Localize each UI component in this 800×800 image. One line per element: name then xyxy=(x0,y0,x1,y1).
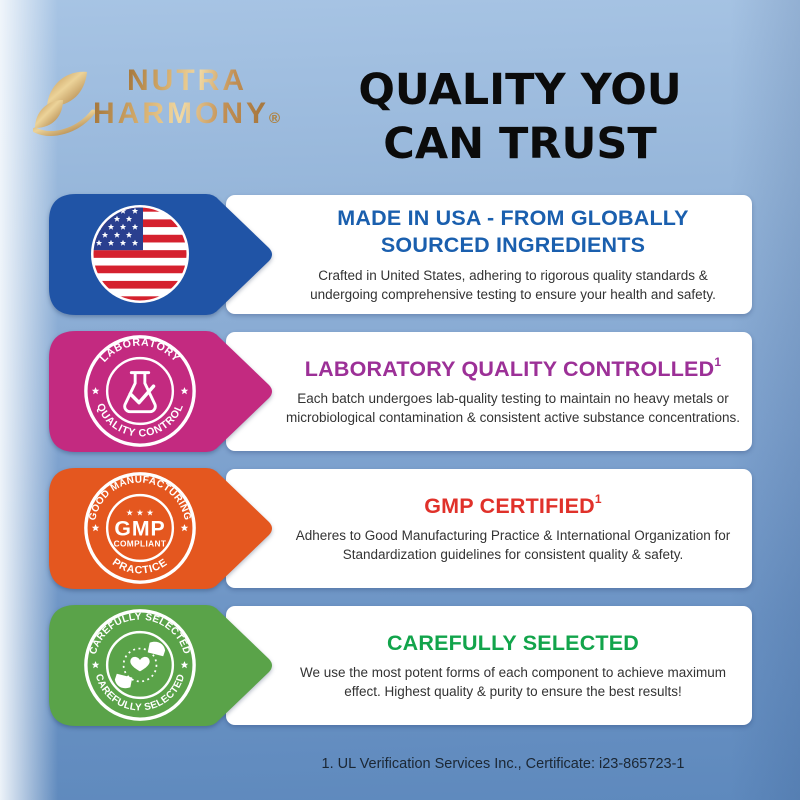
row-gmp-certified xyxy=(0,467,800,590)
row-laboratory-quality xyxy=(0,330,800,453)
star-icon xyxy=(92,661,99,668)
gmp-seal-icon xyxy=(82,470,198,586)
card-heading: CAREFULLY SELECTED xyxy=(386,630,640,655)
brand-name xyxy=(93,64,283,135)
stamp-bottom-text: QUALITY CONTROL xyxy=(93,401,187,440)
certificate-footnote: 1. UL Verification Services Inc., Certificate: i23-865723-1 xyxy=(321,756,685,772)
hands-heart-icon xyxy=(115,642,165,688)
card-heading: GMP CERTIFIED$^1$ xyxy=(424,492,602,518)
svg-text:LABORATORY xyxy=(98,336,182,364)
star-icon xyxy=(92,387,99,394)
svg-text:PRACTICE xyxy=(110,556,170,576)
info-card xyxy=(226,469,752,588)
row-carefully-selected xyxy=(0,604,800,727)
info-card xyxy=(226,332,752,451)
stamp-top-text: GOOD MANUFACTURING xyxy=(87,474,193,522)
brand-line-2: HARMONY® xyxy=(93,97,283,135)
stamp-bottom-text: PRACTICE xyxy=(110,556,170,577)
quality-rows xyxy=(0,193,800,741)
stamp-stars-row: ★ ★ ★ xyxy=(125,507,155,518)
card-heading: LABORATORY QUALITY CONTROLLED$^1$ xyxy=(304,355,722,381)
registered-mark: ® xyxy=(269,110,284,127)
card-body: Crafted in United States, adhering to rigorous quality standards & undergoing comprehensive testing to ensure your health and safety. xyxy=(310,267,716,302)
brand-line-1: NUTRA xyxy=(127,64,283,97)
footnote-superscript: 1 xyxy=(594,492,602,507)
stamp-top-text: LABORATORY xyxy=(97,336,183,365)
page-title: QUALITY YOU CAN TRUST xyxy=(358,64,682,169)
info-card xyxy=(226,606,752,725)
stamp-top-text: CAREFULLY SELECTED xyxy=(87,611,193,656)
star-icon xyxy=(181,524,188,531)
row-made-in-usa xyxy=(0,193,800,316)
laboratory-quality-stamp xyxy=(82,333,198,449)
flask-check-icon xyxy=(125,373,156,412)
brand-logo xyxy=(33,56,313,152)
stamp-bottom-text: CAREFULLY SELECTED xyxy=(92,672,188,714)
star-icon xyxy=(181,661,188,668)
us-flag-icon xyxy=(90,204,190,304)
card-body: Adheres to Good Manufacturing Practice & International Organization for Standardization guidelines for consistent quality & safety. xyxy=(295,528,731,563)
card-body: We use the most potent forms of each component to achieve maximum effect. Highest quality & purity to ensure the best results! xyxy=(300,665,726,700)
stamp-center-subtext: COMPLIANT xyxy=(113,538,167,549)
star-icon xyxy=(181,387,188,394)
leaf-icon xyxy=(33,66,97,144)
stamp-center-text: GMP xyxy=(114,516,166,541)
footnote-superscript: 1 xyxy=(714,355,722,370)
star-icon xyxy=(92,524,99,531)
card-heading: MADE IN USA - FROM GLOBALLY SOURCED INGREDIENTS xyxy=(337,206,689,257)
card-body: Each batch undergoes lab-quality testing to maintain no heavy metals or microbiological contamination & consistent active substance concentrations. xyxy=(286,391,740,426)
flag-field xyxy=(90,204,190,304)
carefully-selected-stamp xyxy=(82,607,198,723)
info-card xyxy=(226,195,752,314)
